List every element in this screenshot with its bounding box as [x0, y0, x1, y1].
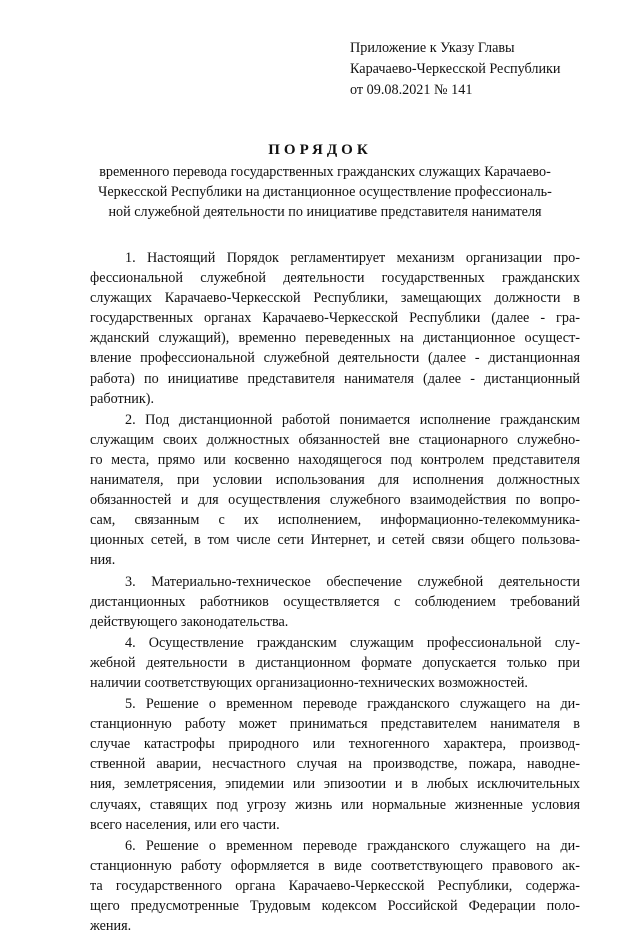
- paragraph-3: [90, 572, 580, 632]
- paragraph-line: ния, землетрясения, эпидемии или эпизоотии и в любых исключительных: [90, 776, 580, 793]
- paragraph-5: [90, 694, 580, 835]
- document-body: [90, 248, 580, 936]
- paragraph-line: 2. Под дистанционной работой понимается исполнение гражданским: [125, 411, 580, 428]
- appendix-header: [350, 38, 620, 101]
- paragraph-4: [90, 633, 580, 693]
- paragraph-line: фессиональной служебной деятельности государственных гражданских: [90, 270, 580, 287]
- document-title: ПОРЯДОК: [268, 142, 372, 158]
- paragraph-line: работа) по инициативе представителя нанимателя (далее - дистанционный: [90, 370, 580, 387]
- paragraph-line: случаях, ставящих под угрозу жизнь или нормальные жизненные условия: [90, 796, 580, 813]
- paragraph-line: щего предусмотренные Трудовым кодексом Российской Федерации поло-: [90, 898, 580, 914]
- paragraph-line: случае катастрофы природного или техногенного характера, производ-: [90, 736, 580, 753]
- paragraph-line: станционную работу оформляется в виде соответствующего правового ак-: [90, 857, 580, 874]
- paragraph-line: сам, связанным с их исполнением, информационно-телекоммуника-: [90, 512, 580, 529]
- paragraph-line: нанимателя, при условии использования для исполнения должностных: [90, 472, 580, 489]
- paragraph-line: ционных сетей, в том числе сети Интернет, и сетей связи общего пользова-: [90, 532, 580, 549]
- subtitle-line: Черкесской Республики на дистанционное осуществление профессиональ-: [98, 184, 552, 200]
- paragraph-line: 3. Материально-техническое обеспечение служебной деятельности: [125, 573, 580, 590]
- paragraph-line: работник).: [90, 390, 155, 407]
- paragraph-line: государственных органах Карачаево-Черкесской Республики (далее - гра-: [90, 310, 580, 327]
- subtitle-line: временного перевода государственных гражданских служащих Карачаево-: [99, 164, 551, 180]
- paragraph-line: обязанностей и для осуществления служебного взаимодействия по вопро-: [90, 492, 580, 509]
- paragraph-line: 1. Настоящий Порядок регламентирует механизм организации про-: [125, 250, 580, 266]
- paragraph-line: всего населения, или его части.: [90, 816, 280, 833]
- paragraph-line: 4. Осуществление гражданским служащим профессиональной слу-: [125, 634, 580, 651]
- paragraph-line: жения.: [90, 918, 132, 935]
- document-subtitle: [70, 162, 580, 222]
- paragraph-line: служащим своих должностных обязанностей вне стационарного служебно-: [90, 431, 580, 448]
- appendix-header-line: от 09.08.2021 № 141: [350, 82, 473, 98]
- paragraph-line: служащих Карачаево-Черкесской Республики, замещающих должности в: [90, 290, 580, 307]
- paragraph-6: [90, 836, 580, 936]
- paragraph-line: дистанционных работников осуществляется с соблюдением требований: [90, 593, 580, 610]
- paragraph-line: вление профессиональной служебной деятельности (далее - дистанционная: [90, 350, 580, 367]
- appendix-header-line: Приложение к Указу Главы: [350, 40, 515, 56]
- paragraph-line: 5. Решение о временном переводе гражданского служащего на ди-: [125, 696, 580, 713]
- appendix-header-line: Карачаево-Черкесской Республики: [350, 61, 561, 77]
- subtitle-line: ной служебной деятельности по инициативе представителя нанимателя: [108, 204, 542, 220]
- paragraph-line: наличии соответствующих организационно-технических возможностей.: [90, 674, 528, 691]
- paragraph-1: [90, 248, 580, 409]
- paragraph-line: 6. Решение о временном переводе гражданского служащего на ди-: [125, 837, 580, 854]
- paragraph-line: жданский служащий), временно переведенных на дистанционное осущест-: [90, 330, 580, 347]
- paragraph-line: жебной деятельности в дистанционном формате допускается только при: [90, 654, 580, 671]
- paragraph-line: ственной аварии, несчастного случая на производстве, пожара, наводне-: [90, 756, 580, 773]
- paragraph-2: [90, 410, 580, 571]
- paragraph-line: ния.: [90, 552, 116, 569]
- paragraph-line: го места, прямо или косвенно находящегося под контролем представителя: [90, 451, 580, 468]
- paragraph-line: та государственного органа Карачаево-Черкесской Республики, содержа-: [90, 877, 580, 894]
- paragraph-line: действующего законодательства.: [90, 613, 289, 630]
- paragraph-line: станционную работу может приниматься представителем нанимателя в: [90, 716, 580, 733]
